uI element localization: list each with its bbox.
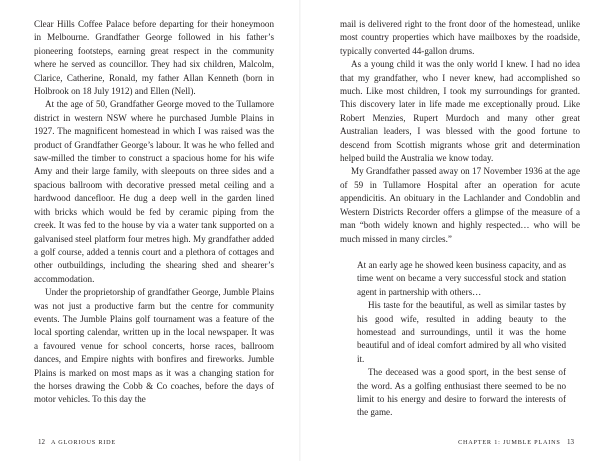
page-number: 12 [38,438,45,446]
running-head: CHAPTER 1: JUMBLE PLAINS [458,439,561,446]
body-paragraph: mail is delivered right to the front door of the homestead, unlike most country properties which have mailboxes by the roadside, typically converted 44-gallon drums. [340,19,580,56]
quote-paragraph: At an early age he showed keen business capacity, and as time went on became a very successful stock and station agent in partnership with others… [357,259,566,297]
running-head: A GLORIOUS RIDE [51,439,116,446]
page-number: 13 [567,438,574,446]
quote-paragraph: The deceased was a good sport, in the best sense of the word. As a golfing enthusiast there seemed to be no limit to his energy and desire to forward the interests of the game. [357,367,566,418]
right-page-body [340,18,580,420]
body-paragraph: Under the proprietorship of grandfather George, Jumble Plains was not just a productive farm but the centre for community events. The Jumble Plains golf tournament was a feature of the local sporting calendar, written up in the local newspaper. It was a favoured venue for school concerts, horse races, ballroom dances, and Empire nights with bonfires and fireworks. Jumble Plains is marked on most maps as it was a changing station for the horses drawing the Cobb & Co coaches, before the days of motor vehicles. To this day the [34,287,274,405]
body-paragraph: Clear Hills Coffee Palace before departing for their honeymoon in Melbourne. Grandfather George followed in his father’s pioneering footsteps, earning great respect in the community where he served as councillor. They had six children, Malcolm, Clarice, Catherine, Ronald, my father Allan Kenneth (born in Holbrook on 18 July 1912) and Ellen (Nell). [34,19,274,97]
body-paragraph: As a young child it was the only world I knew. I had no idea that my grandfather, who I never knew, had accomplished so much. Like most children, I took my surroundings for granted. This discovery later in life made me exceptionally proud. Like Robert Menzies, Rupert Murdoch and many other great Australian leaders, I was blessed with the good fortune to descend from Scottish migrants whose grit and determination helped build the Australia we know today. [340,59,580,164]
obituary-quote [340,259,580,420]
quote-paragraph: His taste for the beautiful, as well as similar tastes by his good wife, resulted in adding beauty to the homestead and surroundings, until it was the home beautiful and of ideal comfort admired by all who visited it. [357,300,566,364]
body-paragraph: My Grandfather passed away on 17 November 1936 at the age of 59 in Tullamore Hospital after an operation for acute appendicitis. An obituary in the Lachlander and Condoblin and Western Districts Recorder offers a glimpse of the measure of a man “both widely known and highly respected… who will be much missed in many circles.” [340,166,580,244]
right-footer [458,438,578,446]
left-footer [34,438,116,446]
left-page-body [34,18,274,407]
right-page [300,0,600,461]
body-paragraph: At the age of 50, Grandfather George moved to the Tullamore district in western NSW where he purchased Jumble Plains in 1927. The magnificent homestead in which I was raised was the product of Grandfather George’s labour. It was he who felled and saw-milled the timber to construct a spacious home for his wife Amy and their large family, with sleepouts on three sides and a spacious ballroom with decorative pressed metal ceiling and a hardwood dancefloor. He dug a deep well in the garden lined with bricks which would be fed by ceramic piping from the creek. It was fed to the house by via a water tank supported on a galvanised steel platform four metres high. My grandfather added a golf course, added a tennis court and a plethora of cottages and other outbuildings, including the shearing shed and shearer’s accommodation. [34,99,274,284]
